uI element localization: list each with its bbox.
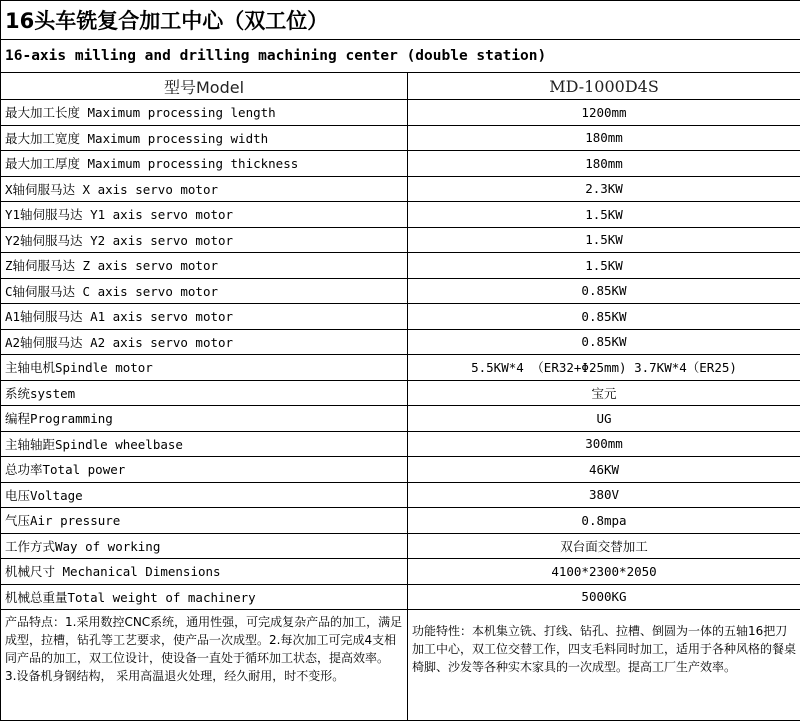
spec-label: 最大加工厚度 Maximum processing thickness — [1, 151, 408, 177]
spec-value: 宝元 — [408, 380, 800, 406]
spec-value: 5.5KW*4 （ER32+Φ25mm) 3.7KW*4（ER25) — [408, 355, 800, 381]
spec-row — [1, 100, 800, 126]
spec-value: UG — [408, 406, 800, 432]
spec-label: C轴伺服马达 C axis servo motor — [1, 278, 408, 304]
spec-row — [1, 151, 800, 177]
spec-row — [1, 457, 800, 483]
spec-label: X轴伺服马达 X axis servo motor — [1, 176, 408, 202]
spec-label: 编程Programming — [1, 406, 408, 432]
spec-value: 4100*2300*2050 — [408, 559, 800, 585]
spec-value: 双台面交替加工 — [408, 533, 800, 559]
header-label: 型号Model — [1, 73, 408, 100]
header-value: MD-1000D4S — [408, 73, 800, 100]
page-subtitle: 16-axis milling and drilling machining center (double station) — [1, 40, 800, 73]
spec-value: 380V — [408, 482, 800, 508]
spec-value: 1.5KW — [408, 227, 800, 253]
spec-row — [1, 355, 800, 381]
spec-label: 电压Voltage — [1, 482, 408, 508]
spec-row — [1, 176, 800, 202]
spec-label: Y2轴伺服马达 Y2 axis servo motor — [1, 227, 408, 253]
spec-row — [1, 508, 800, 534]
spec-label: Y1轴伺服马达 Y1 axis servo motor — [1, 202, 408, 228]
notes-row — [1, 610, 800, 721]
spec-row — [1, 482, 800, 508]
spec-value: 1200mm — [408, 100, 800, 126]
spec-row — [1, 329, 800, 355]
spec-label: 气压Air pressure — [1, 508, 408, 534]
spec-row — [1, 380, 800, 406]
spec-value: 5000KG — [408, 584, 800, 610]
spec-row — [1, 431, 800, 457]
spec-value: 0.85KW — [408, 329, 800, 355]
notes-right: 功能特性：本机集立铣、打线、钻孔、拉槽、倒圆为一体的五轴16把刀加工中心，双工位交替工作，四支毛料同时加工，适用于各种风格的餐桌椅脚、沙发等各种实木家具的一次成型。提高工厂生产效率。 — [408, 610, 800, 721]
spec-row — [1, 559, 800, 585]
spec-label: 工作方式Way of working — [1, 533, 408, 559]
spec-value: 180mm — [408, 151, 800, 177]
spec-row — [1, 533, 800, 559]
spec-value: 2.3KW — [408, 176, 800, 202]
spec-value: 0.85KW — [408, 278, 800, 304]
spec-label: 系统system — [1, 380, 408, 406]
spec-row — [1, 304, 800, 330]
spec-label: 总功率Total power — [1, 457, 408, 483]
spec-label: A2轴伺服马达 A2 axis servo motor — [1, 329, 408, 355]
spec-label: 最大加工长度 Maximum processing length — [1, 100, 408, 126]
spec-value: 46KW — [408, 457, 800, 483]
spec-row — [1, 584, 800, 610]
page-title: 16头车铣复合加工中心（双工位） — [1, 1, 800, 40]
spec-row — [1, 202, 800, 228]
spec-value: 0.85KW — [408, 304, 800, 330]
spec-label: Z轴伺服马达 Z axis servo motor — [1, 253, 408, 279]
notes-left: 产品特点：1.采用数控CNC系统，通用性强，可完成复杂产品的加工，满足成型，拉槽，钻孔等工艺要求，使产品一次成型。2.每次加工可完成4支相同产品的加工，双工位设计，使设备一直处于循环加工状态，提高效率。 3.设备机身钢结构， 采用高温退火处理，经久耐用，时不变形。 — [1, 610, 408, 721]
spec-label: 最大加工宽度 Maximum processing width — [1, 125, 408, 151]
spec-row — [1, 406, 800, 432]
spec-value: 1.5KW — [408, 253, 800, 279]
spec-label: 机械总重量Total weight of machinery — [1, 584, 408, 610]
spec-label: 机械尺寸 Mechanical Dimensions — [1, 559, 408, 585]
spec-value: 1.5KW — [408, 202, 800, 228]
header-row — [1, 73, 800, 100]
spec-value: 0.8mpa — [408, 508, 800, 534]
spec-label: 主轴电机Spindle motor — [1, 355, 408, 381]
spec-row — [1, 227, 800, 253]
spec-row — [1, 253, 800, 279]
spec-value: 180mm — [408, 125, 800, 151]
spec-row — [1, 278, 800, 304]
spec-label: 主轴轴距Spindle wheelbase — [1, 431, 408, 457]
spec-label: A1轴伺服马达 A1 axis servo motor — [1, 304, 408, 330]
spec-value: 300mm — [408, 431, 800, 457]
spec-row — [1, 125, 800, 151]
